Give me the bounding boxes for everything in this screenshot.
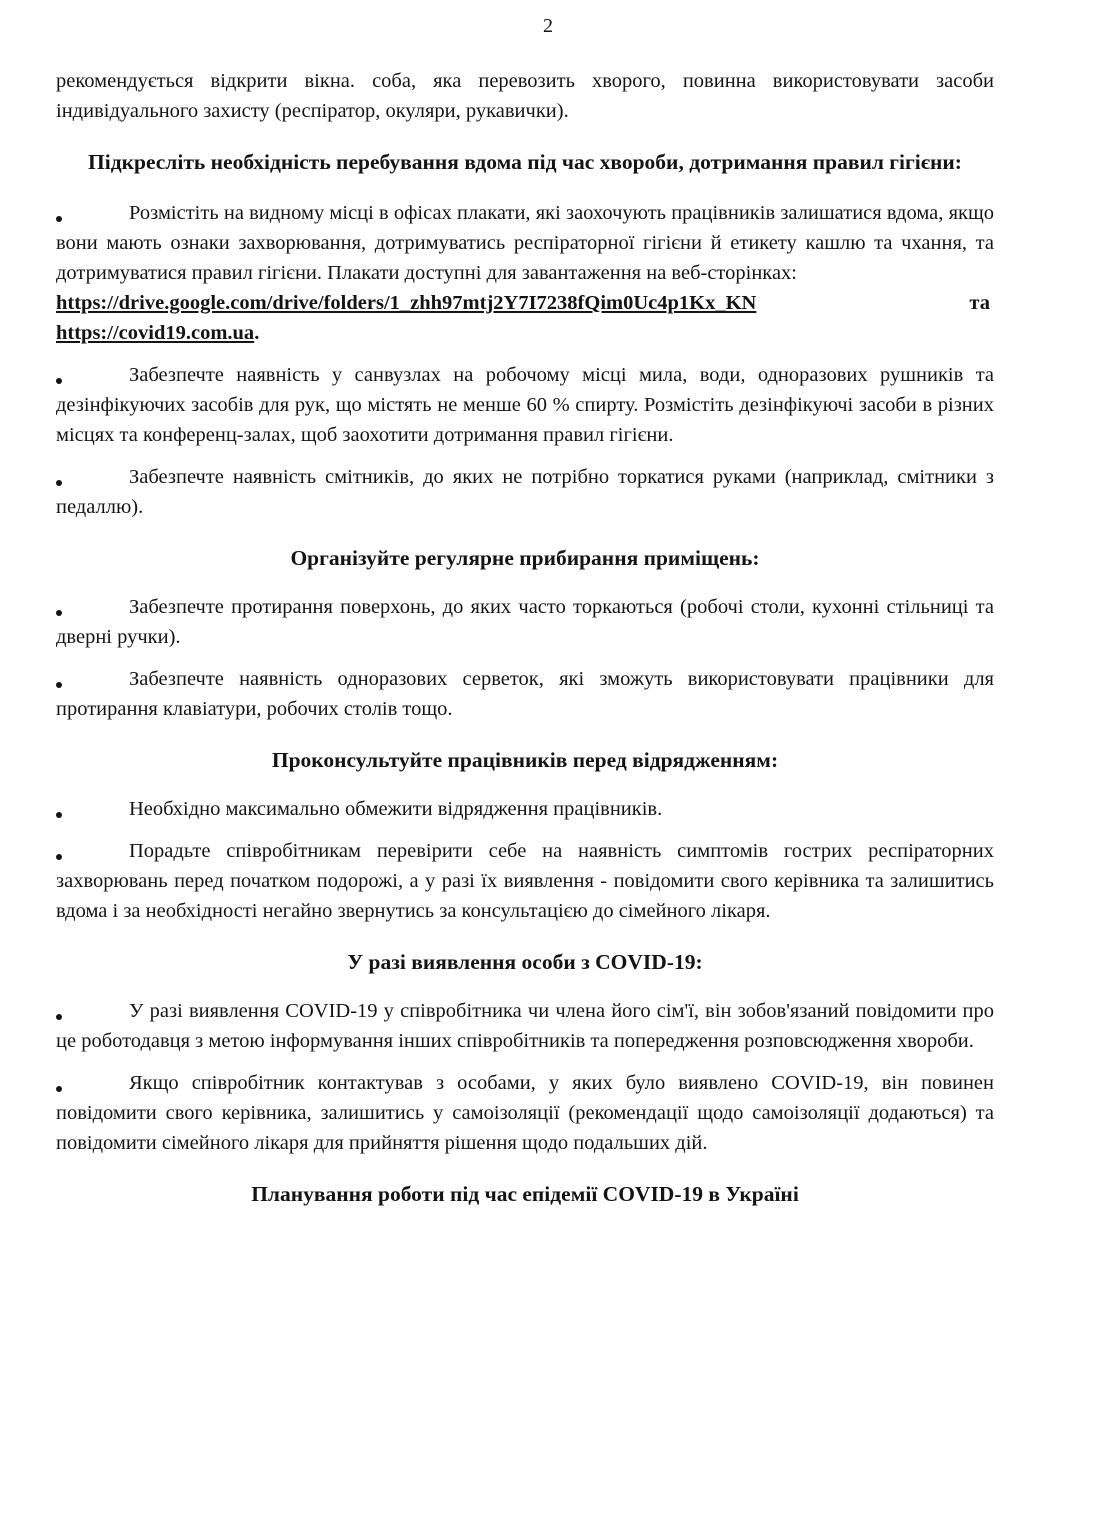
- bullet-icon: [56, 610, 62, 616]
- bullet-icon: [56, 682, 62, 688]
- bullet-text: Розмістіть на видному місці в офісах плакати, які заохочують працівників залишатися вдома, якщо вони мають ознаки захворювання, дотримуватись респіраторної гігієни й етикету кашлю та чхання, та дотримуватися правил гігієни. Плакати доступні для завантаження на веб-сторінках:: [56, 202, 994, 284]
- links-row: [56, 288, 994, 318]
- bullet-icon: [56, 378, 62, 384]
- section-heading-planning: Планування роботи під час епідемії COVID-19 в Україні: [251, 1182, 799, 1206]
- bullet-icon: [56, 1014, 62, 1020]
- section-heading-covid-case: У разі виявлення особи з COVID-19:: [347, 950, 703, 974]
- document-body: [56, 66, 994, 1210]
- list-item: [56, 794, 994, 824]
- bullet-icon: [56, 1086, 62, 1092]
- bullet-icon: [56, 812, 62, 818]
- link-suffix: .: [254, 322, 260, 344]
- section-heading-hygiene: Підкресліть необхідність перебування вдома під час хвороби, дотримання правил гігієни:: [88, 150, 962, 174]
- bullet-text: Якщо співробітник контактував з особами, у яких було виявлено COVID-19, він повинен повідомити свого керівника, залишитись у самоізоляції (рекомендації щодо самоізоляції додаються) та повідомити сімейного лікаря для прийняття рішення щодо подальших дій.: [56, 1072, 994, 1154]
- bullet-icon: [56, 854, 62, 860]
- covid-site-link[interactable]: https://covid19.com.ua: [56, 322, 255, 344]
- list-item: [56, 198, 994, 288]
- list-item: [56, 1068, 994, 1158]
- page-number: 2: [543, 15, 553, 37]
- covid-site-link-line: [56, 318, 994, 348]
- bullet-icon: [56, 480, 62, 486]
- list-item: [56, 996, 994, 1056]
- intro-paragraph: рекомендується відкрити вікна. соба, яка перевозить хворого, повинна використовувати засоби індивідуального захисту (респіратор, окуляри, рукавички).: [56, 70, 994, 122]
- list-item: [56, 836, 994, 926]
- bullet-text: Порадьте співробітникам перевірити себе на наявність симптомів гострих респіраторних захворювань перед початком подорожі, а у разі їх виявлення - повідомити свого керівника та залишитись вдома і за необхідності негайно звернутись за консультацією до сімейного лікаря.: [56, 840, 994, 922]
- list-item: [56, 592, 994, 652]
- bullet-text: Необхідно максимально обмежити відрядження працівників.: [129, 798, 663, 820]
- bullet-text: Забезпечте наявність смітників, до яких не потрібно торкатися руками (наприклад, смітники з педаллю).: [56, 466, 994, 518]
- bullet-text: У разі виявлення COVID-19 у співробітника чи члена його сім'ї, він зобов'язаний повідомити про це роботодавця з метою інформування інших співробітників та попередження розповсюдження хвороби.: [56, 1000, 994, 1052]
- bullet-text: Забезпечте наявність одноразових серветок, які зможуть використовувати працівники для протирання клавіатури, робочих столів тощо.: [56, 668, 994, 720]
- section-heading-travel: Проконсультуйте працівників перед відрядженням:: [271, 748, 779, 772]
- link-separator: та: [969, 292, 990, 314]
- list-item: [56, 664, 994, 724]
- section-heading-cleaning: Організуйте регулярне прибирання приміщень:: [290, 546, 760, 570]
- bullet-text: Забезпечте протирання поверхонь, до яких часто торкаються (робочі столи, кухонні стільниці та дверні ручки).: [56, 596, 994, 648]
- bullet-icon: [56, 216, 62, 222]
- poster-drive-link[interactable]: https://drive.google.com/drive/folders/1_zhh97mtj2Y7I7238fQim0Uc4p1Kx_KN: [56, 292, 757, 314]
- list-item: [56, 462, 994, 522]
- bullet-text: Забезпечте наявність у санвузлах на робочому місці мила, води, одноразових рушників та дезінфікуючих засобів для рук, що містять не менше 60 % спирту. Розмістіть дезінфікуючі засоби в різних місцях та конференц-залах, щоб заохотити дотримання правил гігієни.: [56, 364, 994, 446]
- list-item: [56, 360, 994, 450]
